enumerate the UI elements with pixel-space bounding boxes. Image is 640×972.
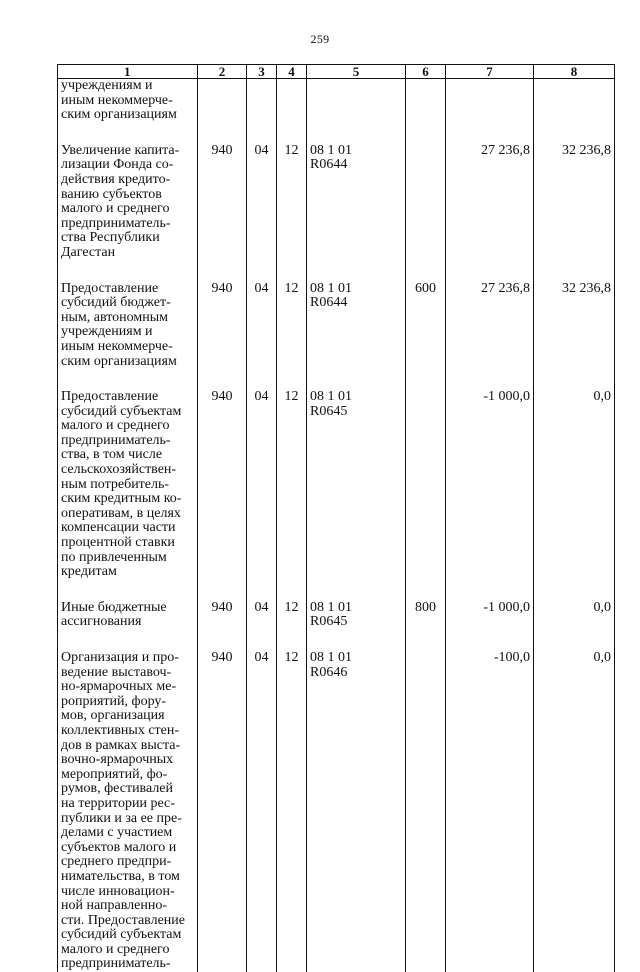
- ministry-code-cell: 940: [198, 651, 247, 972]
- cell-line: R0644: [310, 295, 348, 311]
- table-row: [58, 79, 615, 144]
- amount-2020-cell: 0,0: [534, 390, 615, 601]
- amount-2019-cell: [446, 79, 534, 144]
- ministry-code-cell: 940: [198, 390, 247, 601]
- cell-line: ским организациям: [61, 353, 177, 369]
- cell-line: Предоставление: [61, 280, 159, 296]
- table-row: [58, 282, 615, 391]
- amount-2020-cell: 32 236,8: [534, 144, 615, 282]
- item-name-cell: [58, 144, 198, 282]
- table-row: [58, 651, 615, 972]
- cell-line: R0646: [310, 664, 348, 680]
- cell-line: лизации Фонда со-: [61, 157, 174, 173]
- cell-line: ведение выставоч-: [61, 664, 172, 680]
- cell-line: ства, в том числе: [61, 447, 163, 463]
- section-code-cell: 04: [247, 390, 277, 601]
- cell-line: предприниматель-: [61, 215, 171, 231]
- subsection-code-cell: 12: [277, 390, 307, 601]
- cell-line: Иные бюджетные: [61, 599, 167, 615]
- cell-line: предприниматель-: [61, 956, 171, 972]
- cell-line: но-ярмарочных ме-: [61, 679, 177, 695]
- cell-line: румов, фестивалей: [61, 781, 174, 797]
- column-header: 7: [446, 65, 534, 79]
- amount-2020-cell: 32 236,8: [534, 282, 615, 391]
- cell-line: ства Республики: [61, 230, 160, 246]
- amount-2019-cell: 27 236,8: [446, 282, 534, 391]
- subsection-code-cell: 12: [277, 651, 307, 972]
- amount-2019-cell: 27 236,8: [446, 144, 534, 282]
- column-header: 4: [277, 65, 307, 79]
- expense-type-cell: [406, 390, 446, 601]
- cell-line: ным, автономным: [61, 309, 169, 325]
- column-header: 8: [534, 65, 615, 79]
- cell-line: учреждениям и: [61, 324, 153, 340]
- cell-line: 08 1 01: [310, 280, 352, 296]
- cell-line: процентной ставки: [61, 535, 175, 551]
- cell-line: учреждениям и: [61, 78, 153, 93]
- cell-line: сельскохозяйствен-: [61, 462, 177, 478]
- cell-line: ванию субъектов: [61, 186, 162, 202]
- page-number: 259: [310, 32, 330, 46]
- item-name-cell: [58, 282, 198, 391]
- column-header: 3: [247, 65, 277, 79]
- cell-line: 08 1 01: [310, 389, 352, 405]
- cell-line: R0645: [310, 403, 348, 419]
- section-code-cell: 04: [247, 282, 277, 391]
- cell-line: Дагестан: [61, 244, 116, 260]
- subsection-code-cell: 12: [277, 144, 307, 282]
- cell-line: нимательства, в том: [61, 868, 180, 884]
- cell-line: кредитам: [61, 564, 117, 580]
- expense-type-cell: 800: [406, 601, 446, 651]
- table-row: [58, 144, 615, 282]
- cell-line: роприятий, фору-: [61, 693, 167, 709]
- cell-line: субсидий бюджет-: [61, 295, 171, 311]
- expense-type-cell: [406, 651, 446, 972]
- cell-line: ским организациям: [61, 107, 177, 123]
- cell-line: по привлеченным: [61, 549, 167, 565]
- item-name-cell: [58, 79, 198, 144]
- cell-line: делами с участием: [61, 825, 173, 841]
- cell-line: ным потребитель-: [61, 476, 170, 492]
- budget-table: [57, 64, 615, 972]
- expense-type-cell: [406, 144, 446, 282]
- ministry-code-cell: [198, 79, 247, 144]
- cell-line: 08 1 01: [310, 650, 352, 665]
- cell-line: публики и за ее пре-: [61, 810, 182, 826]
- subsection-code-cell: 12: [277, 601, 307, 651]
- ministry-code-cell: 940: [198, 144, 247, 282]
- ministry-code-cell: 940: [198, 601, 247, 651]
- section-code-cell: [247, 79, 277, 144]
- section-code-cell: 04: [247, 651, 277, 972]
- cell-line: малого и среднего: [61, 418, 170, 434]
- cell-line: 08 1 01: [310, 599, 352, 615]
- table-header-row: [58, 65, 615, 79]
- amount-2020-cell: 0,0: [534, 651, 615, 972]
- amount-2019-cell: -100,0: [446, 651, 534, 972]
- cell-line: Предоставление: [61, 389, 159, 405]
- cell-line: малого и среднего: [61, 201, 170, 217]
- section-code-cell: 04: [247, 601, 277, 651]
- cell-line: ассигнования: [61, 614, 142, 630]
- item-name-cell: [58, 651, 198, 972]
- column-header: 6: [406, 65, 446, 79]
- cell-line: действия кредито-: [61, 171, 171, 187]
- cell-line: R0645: [310, 614, 348, 630]
- cell-line: на территории рес-: [61, 795, 175, 811]
- amount-2019-cell: -1 000,0: [446, 601, 534, 651]
- amount-2020-cell: [534, 79, 615, 144]
- table-row: [58, 390, 615, 601]
- cell-line: числе инновацион-: [61, 883, 175, 899]
- column-header: 5: [307, 65, 406, 79]
- cell-line: коллективных стен-: [61, 722, 180, 738]
- cell-line: иным некоммерче-: [61, 338, 173, 354]
- target-article-cell: [307, 601, 406, 651]
- cell-line: ной направленно-: [61, 898, 167, 914]
- cell-line: сти. Предоставление: [61, 912, 185, 928]
- ministry-code-cell: 940: [198, 282, 247, 391]
- cell-line: мероприятий, фо-: [61, 766, 168, 782]
- target-article-cell: [307, 651, 406, 972]
- subsection-code-cell: 12: [277, 282, 307, 391]
- section-code-cell: 04: [247, 144, 277, 282]
- target-article-cell: [307, 390, 406, 601]
- amount-2019-cell: -1 000,0: [446, 390, 534, 601]
- cell-line: субсидий субъектам: [61, 927, 182, 943]
- target-article-cell: [307, 144, 406, 282]
- cell-line: компенсации части: [61, 520, 176, 536]
- cell-line: ским кредитным ко-: [61, 491, 182, 507]
- cell-line: вочно-ярмарочных: [61, 752, 174, 768]
- target-article-cell: [307, 282, 406, 391]
- expense-type-cell: 600: [406, 282, 446, 391]
- expense-type-cell: [406, 79, 446, 144]
- item-name-cell: [58, 390, 198, 601]
- subsection-code-cell: [277, 79, 307, 144]
- item-name-cell: [58, 601, 198, 651]
- target-article-cell: [307, 79, 406, 144]
- cell-line: иным некоммерче-: [61, 92, 173, 108]
- cell-line: субсидий субъектам: [61, 403, 182, 419]
- cell-line: оперативам, в целях: [61, 505, 181, 521]
- cell-line: R0644: [310, 157, 348, 173]
- cell-line: Организация и про-: [61, 650, 179, 665]
- cell-line: малого и среднего: [61, 941, 170, 957]
- cell-line: среднего предпри-: [61, 854, 172, 870]
- table-row: [58, 601, 615, 651]
- cell-line: мов, организация: [61, 708, 165, 724]
- column-header: 1: [58, 65, 198, 79]
- cell-line: предприниматель-: [61, 432, 171, 448]
- amount-2020-cell: 0,0: [534, 601, 615, 651]
- column-header: 2: [198, 65, 247, 79]
- cell-line: дов в рамках выста-: [61, 737, 181, 753]
- cell-line: 08 1 01: [310, 142, 352, 158]
- cell-line: субъектов малого и: [61, 839, 177, 855]
- cell-line: Увеличение капита-: [61, 142, 180, 158]
